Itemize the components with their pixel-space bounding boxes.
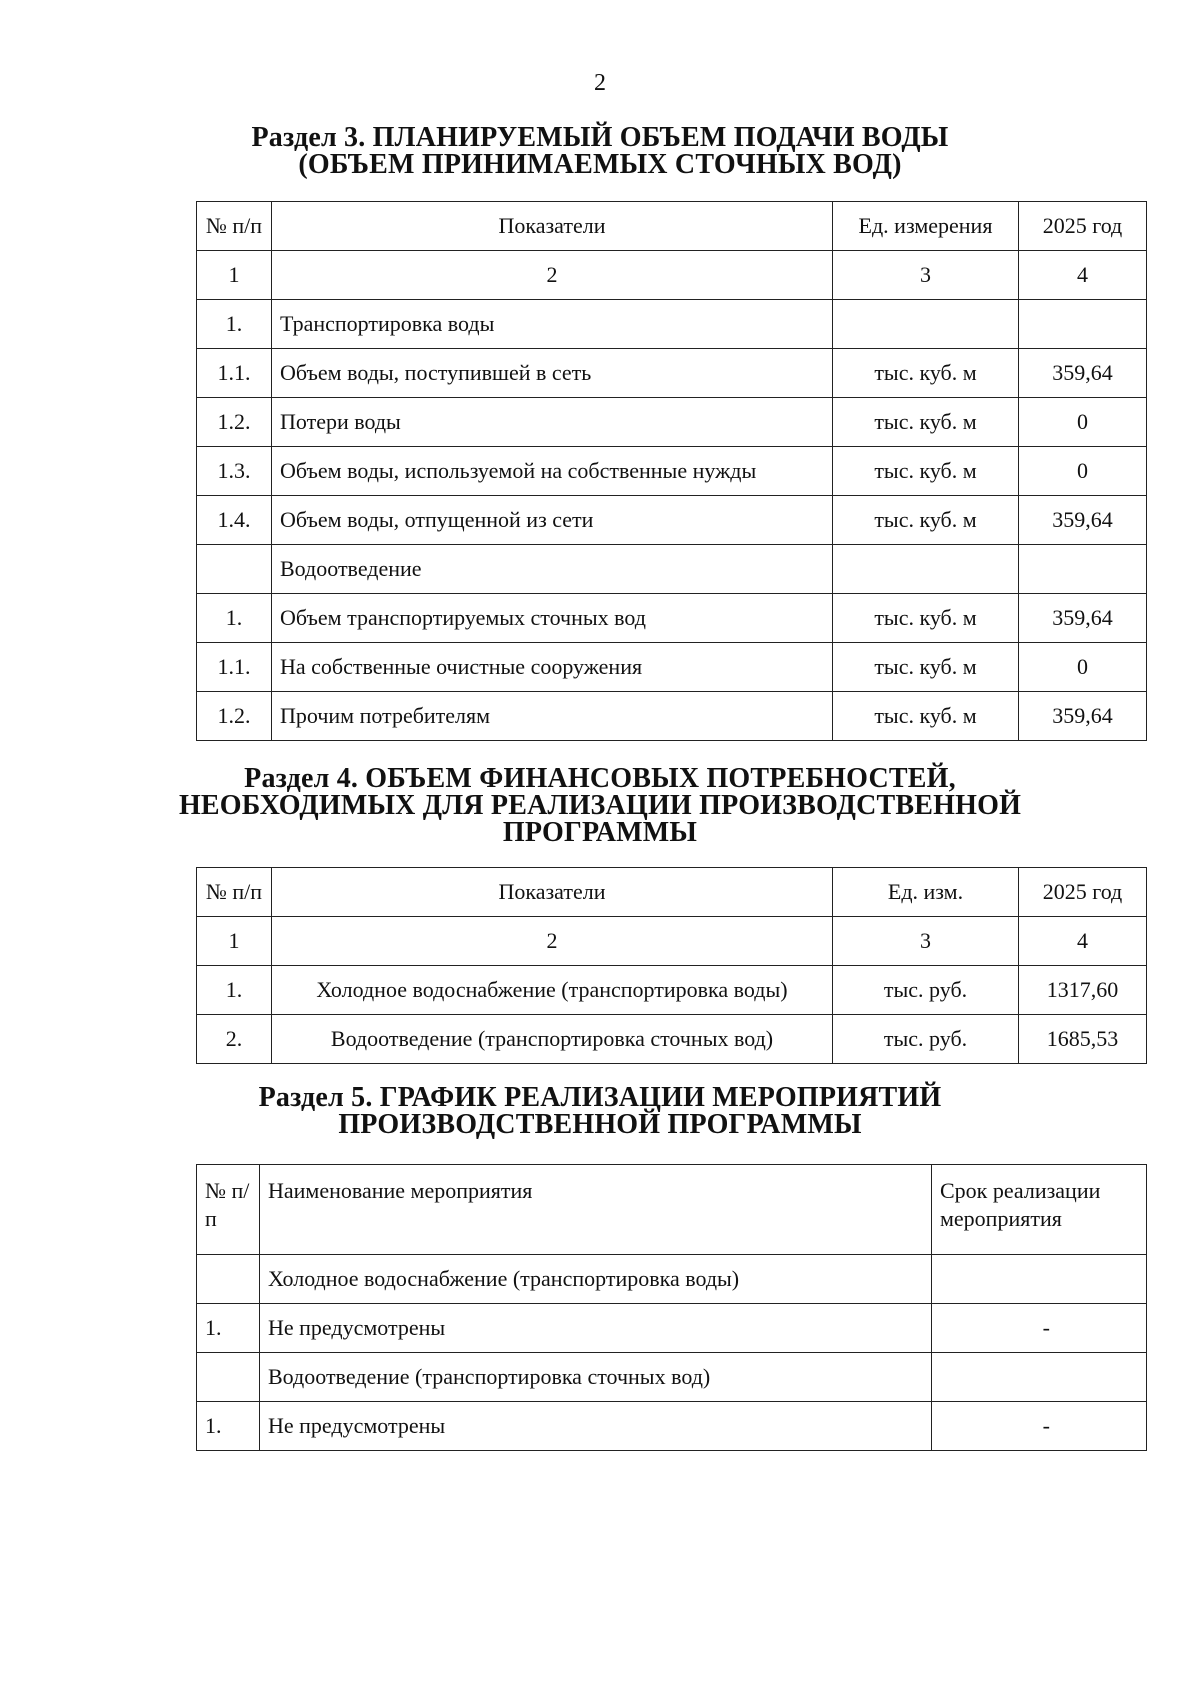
row-number: 1.1. [197, 643, 272, 692]
row-value: 359,64 [1019, 594, 1147, 643]
row-number [197, 1255, 260, 1304]
header-number: № п/п [197, 202, 272, 251]
column-number: 4 [1019, 251, 1147, 300]
row-unit: тыс. руб. [833, 1015, 1019, 1064]
row-number [197, 1353, 260, 1402]
row-value [1019, 545, 1147, 594]
row-activity: Не предусмотрены [260, 1402, 932, 1451]
row-deadline [932, 1353, 1147, 1402]
column-number: 4 [1019, 917, 1147, 966]
row-deadline: - [932, 1304, 1147, 1353]
row-number: 1. [197, 1304, 260, 1353]
section-3-title [0, 124, 1200, 178]
row-number: 1. [197, 966, 272, 1015]
table-header-row [197, 202, 1147, 251]
row-number [197, 545, 272, 594]
section-3-title-line: Раздел 3. ПЛАНИРУЕМЫЙ ОБЪЕМ ПОДАЧИ ВОДЫ [251, 122, 949, 153]
header-deadline: Срок реализации мероприятия [932, 1165, 1147, 1255]
row-number: 1.2. [197, 398, 272, 447]
row-value: 0 [1019, 398, 1147, 447]
column-numbers-row [197, 917, 1147, 966]
page-number: 2 [594, 70, 606, 96]
row-value: 359,64 [1019, 349, 1147, 398]
row-indicator: Транспортировка воды [272, 300, 833, 349]
section-5-title-line: ПРОИЗВОДСТВЕННОЙ ПРОГРАММЫ [338, 1109, 862, 1140]
row-unit: тыс. куб. м [833, 447, 1019, 496]
row-number: 1.4. [197, 496, 272, 545]
table-row [197, 496, 1147, 545]
column-number: 2 [272, 251, 833, 300]
row-unit: тыс. куб. м [833, 349, 1019, 398]
row-number: 1. [197, 300, 272, 349]
table-row [197, 1304, 1147, 1353]
table-row [197, 966, 1147, 1015]
column-number: 1 [197, 917, 272, 966]
section-5-title [0, 1084, 1200, 1138]
row-indicator: На собственные очистные сооружения [272, 643, 833, 692]
row-unit [833, 300, 1019, 349]
header-year: 2025 год [1019, 202, 1147, 251]
section-4-title-line: НЕОБХОДИМЫХ ДЛЯ РЕАЛИЗАЦИИ ПРОИЗВОДСТВЕННОЙ [178, 790, 1022, 821]
row-indicator: Холодное водоснабжение (транспортировка воды) [272, 966, 833, 1015]
table-row [197, 349, 1147, 398]
table-row [197, 643, 1147, 692]
header-activity: Наименование мероприятия [260, 1165, 932, 1255]
row-value [1019, 300, 1147, 349]
row-value: 1685,53 [1019, 1015, 1147, 1064]
table-row [197, 545, 1147, 594]
row-activity: Не предусмотрены [260, 1304, 932, 1353]
row-deadline [932, 1255, 1147, 1304]
table-row [197, 692, 1147, 741]
row-activity: Водоотведение (транспортировка сточных вод) [260, 1353, 932, 1402]
row-indicator: Объем воды, используемой на собственные нужды [272, 447, 833, 496]
row-number: 1.1. [197, 349, 272, 398]
row-unit: тыс. куб. м [833, 496, 1019, 545]
row-unit [833, 545, 1019, 594]
row-value: 0 [1019, 643, 1147, 692]
row-indicator: Объем воды, поступившей в сеть [272, 349, 833, 398]
row-number: 1.2. [197, 692, 272, 741]
row-indicator: Потери воды [272, 398, 833, 447]
header-number: № п/п [197, 1165, 260, 1255]
header-indicators: Показатели [272, 202, 833, 251]
row-number: 1.3. [197, 447, 272, 496]
row-unit: тыс. куб. м [833, 692, 1019, 741]
row-number: 1. [197, 1402, 260, 1451]
row-unit: тыс. куб. м [833, 594, 1019, 643]
water-supply-volume-table [196, 201, 1147, 741]
table-row [197, 1402, 1147, 1451]
table-row [197, 1255, 1147, 1304]
table-header-row [197, 868, 1147, 917]
row-value: 0 [1019, 447, 1147, 496]
header-indicators: Показатели [272, 868, 833, 917]
financial-needs-table [196, 867, 1147, 1064]
row-deadline: - [932, 1402, 1147, 1451]
section-5-title-line: Раздел 5. ГРАФИК РЕАЛИЗАЦИИ МЕРОПРИЯТИЙ [258, 1082, 942, 1113]
section-4-title [0, 765, 1200, 846]
section-4-title-line: ПРОГРАММЫ [502, 817, 698, 848]
row-number: 2. [197, 1015, 272, 1064]
table-row [197, 1015, 1147, 1064]
row-indicator: Водоотведение (транспортировка сточных вод) [272, 1015, 833, 1064]
header-year: 2025 год [1019, 868, 1147, 917]
row-unit: тыс. куб. м [833, 398, 1019, 447]
row-number: 1. [197, 594, 272, 643]
row-activity: Холодное водоснабжение (транспортировка воды) [260, 1255, 932, 1304]
section-4-title-line: Раздел 4. ОБЪЕМ ФИНАНСОВЫХ ПОТРЕБНОСТЕЙ, [244, 763, 956, 794]
row-value: 359,64 [1019, 496, 1147, 545]
row-indicator: Водоотведение [272, 545, 833, 594]
row-unit: тыс. куб. м [833, 643, 1019, 692]
column-number: 2 [272, 917, 833, 966]
row-value: 1317,60 [1019, 966, 1147, 1015]
table-row [197, 447, 1147, 496]
table-row [197, 300, 1147, 349]
schedule-table [196, 1164, 1147, 1451]
table-row [197, 1353, 1147, 1402]
column-number: 3 [833, 251, 1019, 300]
row-value: 359,64 [1019, 692, 1147, 741]
header-unit: Ед. изм. [833, 868, 1019, 917]
row-indicator: Объем транспортируемых сточных вод [272, 594, 833, 643]
column-number: 3 [833, 917, 1019, 966]
table-row [197, 594, 1147, 643]
header-number: № п/п [197, 868, 272, 917]
row-indicator: Прочим потребителям [272, 692, 833, 741]
table-header-row [197, 1165, 1147, 1255]
row-unit: тыс. руб. [833, 966, 1019, 1015]
row-indicator: Объем воды, отпущенной из сети [272, 496, 833, 545]
table-row [197, 398, 1147, 447]
column-number: 1 [197, 251, 272, 300]
column-numbers-row [197, 251, 1147, 300]
header-unit: Ед. измерения [833, 202, 1019, 251]
section-3-title-line: (ОБЪЕМ ПРИНИМАЕМЫХ СТОЧНЫХ ВОД) [298, 149, 902, 180]
